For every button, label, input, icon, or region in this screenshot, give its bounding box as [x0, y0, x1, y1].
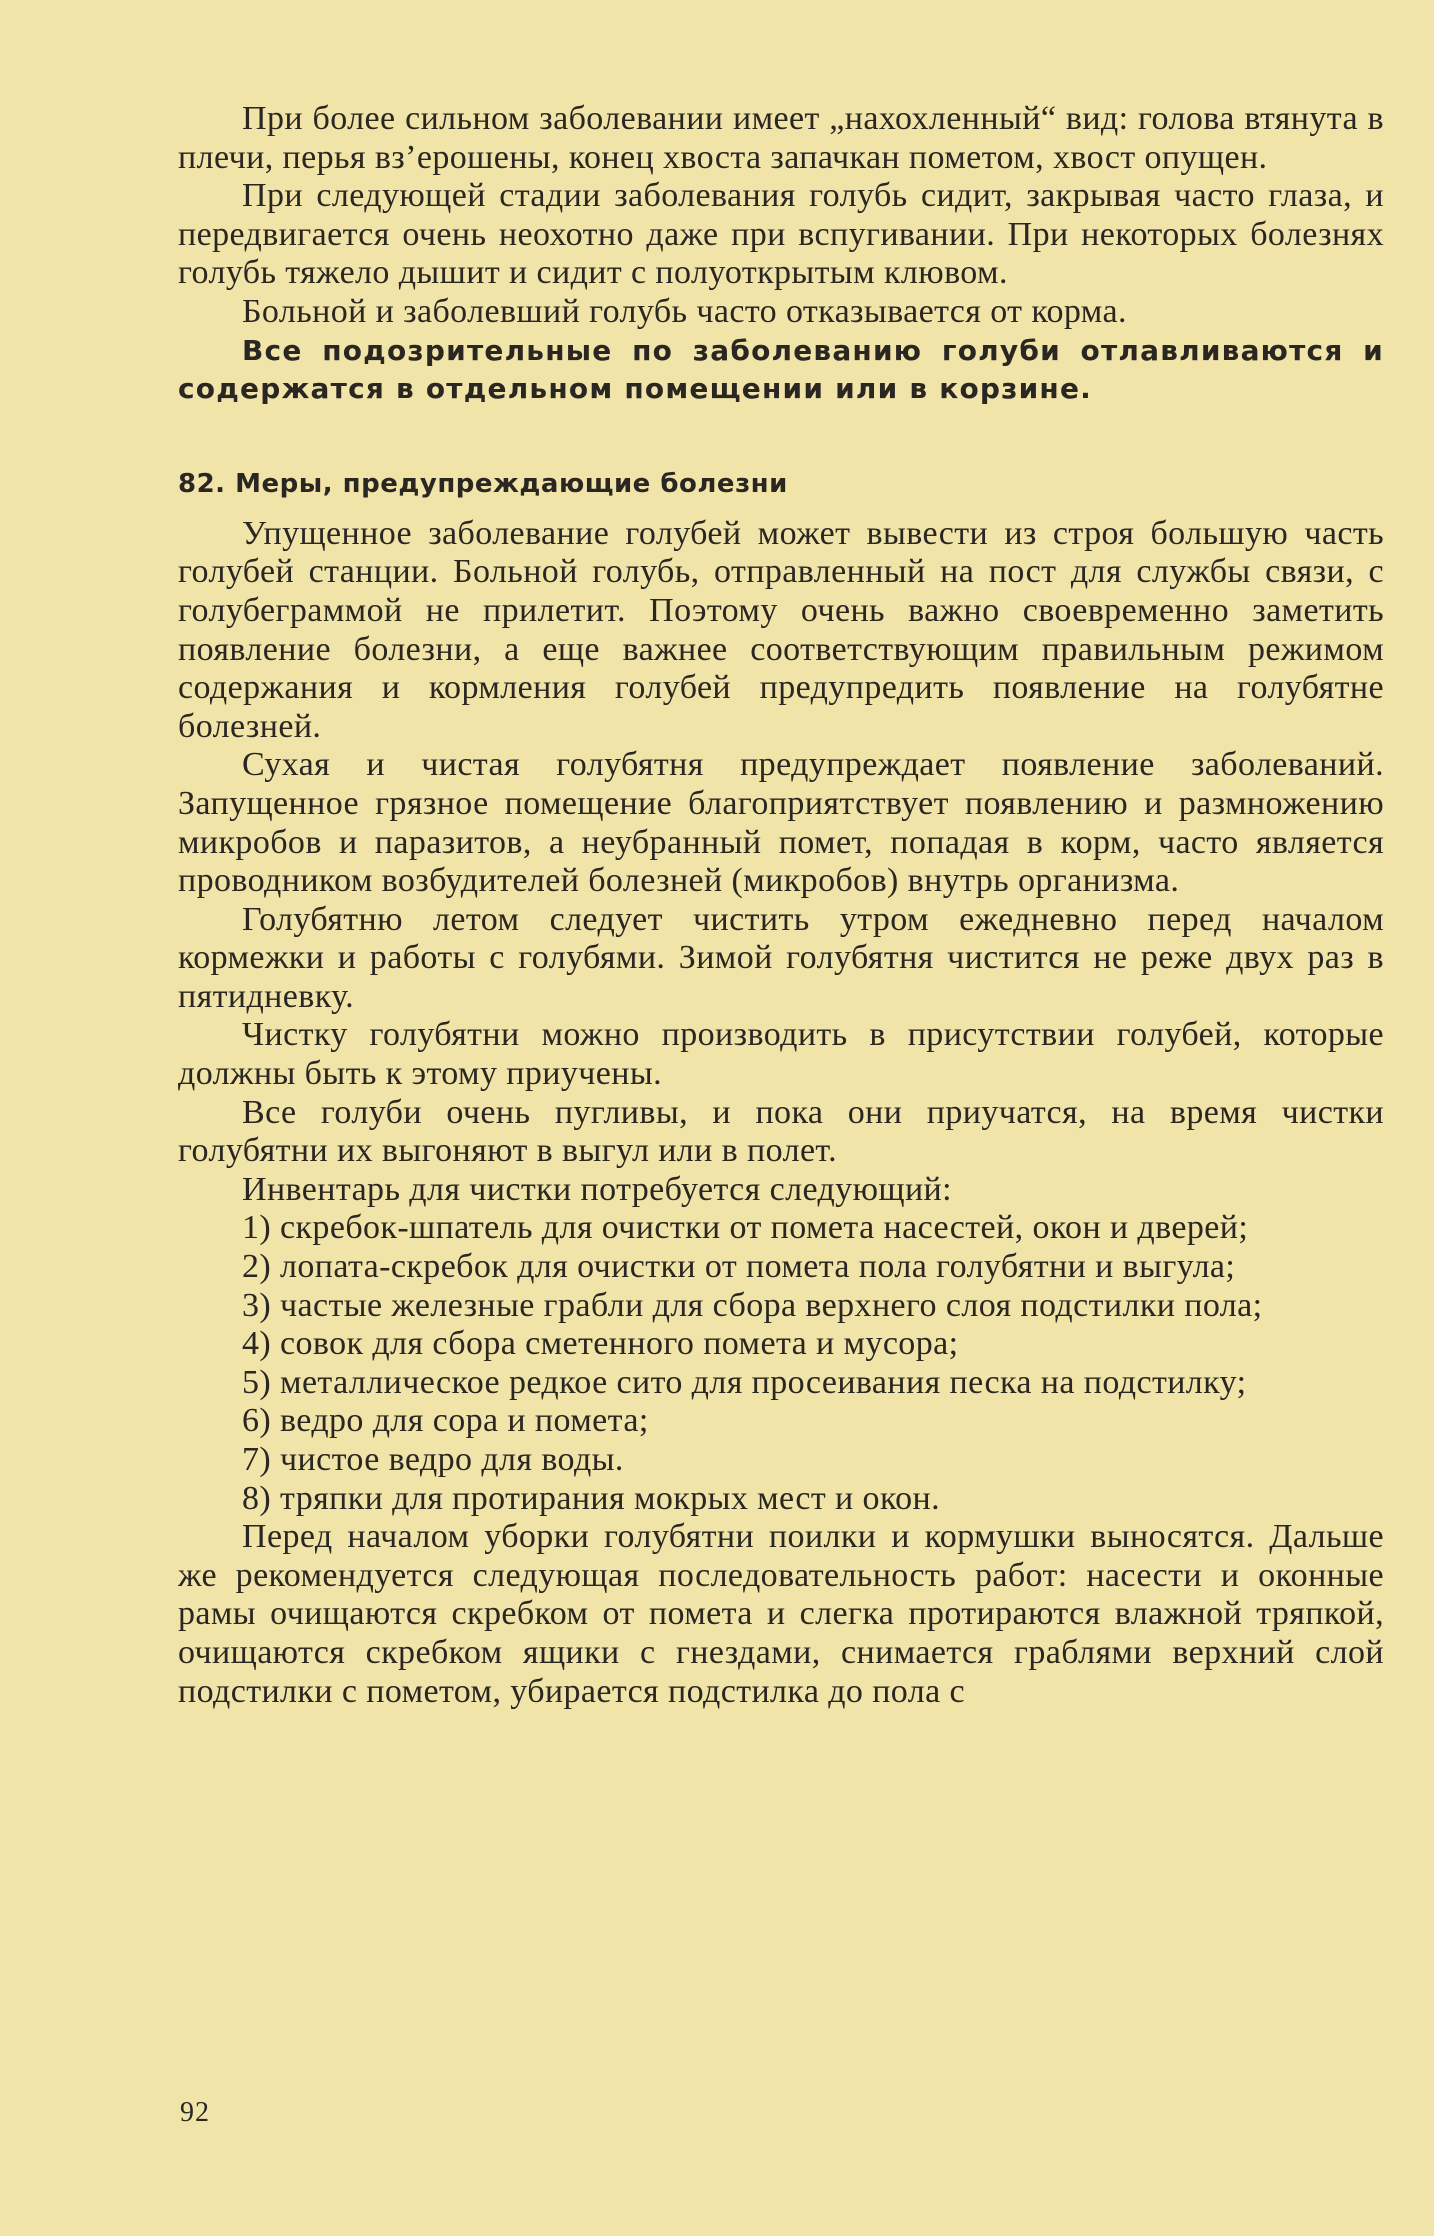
list-item: 5) металлическое редкое сито для просеивания песка на подстилку;	[242, 1363, 1247, 1401]
paragraph-prevention-4: Чистку голубятни можно производить в присутствии голубей, которые должны быть к этому приучены.	[178, 1016, 1384, 1093]
paragraph-refuses-food: Больной и заболевший голубь часто отказывается от корма.	[242, 292, 1127, 330]
page-body	[178, 100, 1384, 1711]
paragraph-prevention-1: Упущенное заболевание голубей может вывести из строя большую часть голубей станции. Больной голубь, отправленный на пост для службы связи, с голубеграммой не прилетит. Поэтому очень важно своевременно заметить появление болезни, а еще важнее соответствующим правильным режимом содержания и кормления голубей предупредить появление на голубятне болезней.	[178, 514, 1384, 745]
section-heading: 82. Меры, предупреждающие болезни	[178, 468, 788, 499]
paragraph-symptoms: При более сильном заболевании имеет „нахохленный“ вид: голова втянута в плечи, перья вз’ерошены, конец хвоста запачкан пометом, хвост опущен.	[178, 100, 1384, 176]
list-item: 2) лопата-скребок для очистки от помета пола голубятни и выгула;	[242, 1248, 1236, 1286]
paragraph-inventory-intro: Инвентарь для чистки потребуется следующий:	[242, 1170, 952, 1208]
paragraph-disease-stage: При следующей стадии заболевания голубь сидит, закрывая часто глаза, и передвигается очень неохотно даже при вспугивании. При некоторых болезнях голубь тяжело дышит и сидит с полуоткрытым клювом.	[178, 177, 1384, 292]
paragraph-prevention-2: Сухая и чистая голубятня предупреждает появление заболеваний. Запущенное грязное помещение благоприятствует появлению и размножению микробов и паразитов, а неубранный помет, попадая в корм, часто является проводником возбудителей болезней (микробов) внутрь организма.	[178, 746, 1384, 900]
paragraph-cleaning-order: Перед началом уборки голубятни поилки и кормушки выносятся. Дальше же рекомендуется следующая последовательность работ: насести и оконные рамы очищаются скребком от помета и слегка протираются влажной тряпкой, очищаются скребком ящики с гнездами, снимается граблями верхний слой подстилки с пометом, убирается подстилка до пола с	[178, 1518, 1384, 1710]
list-item: 1) скребок-шпатель для очистки от помета насестей, окон и дверей;	[242, 1209, 1249, 1247]
list-item: 3) частые железные грабли для сбора верхнего слоя подстилки пола;	[242, 1286, 1263, 1324]
list-item: 4) совок для сбора сметенного помета и мусора;	[242, 1325, 959, 1363]
paragraph-prevention-3: Голубятню летом следует чистить утром ежедневно перед началом кормежки и работы с голубями. Зимой голубятня чистится не реже двух раз в пятидневку.	[178, 900, 1384, 1015]
paragraph-prevention-5: Все голуби очень пугливы, и пока они приучатся, на время чистки голубятни их выгоняют в выгул или в полет.	[178, 1093, 1384, 1170]
list-item: 8) тряпки для протирания мокрых мест и окон.	[242, 1479, 941, 1517]
paragraph-isolation-bold: Все подозрительные по заболеванию голуби отлавливаются и содержатся в отдельном помещении или в корзине.	[178, 333, 1384, 406]
inventory-list	[178, 1209, 1384, 1518]
list-item: 7) чистое ведро для воды.	[242, 1441, 624, 1478]
page-number: 92	[180, 2097, 210, 2128]
list-item: 6) ведро для сора и помета;	[242, 1402, 649, 1440]
